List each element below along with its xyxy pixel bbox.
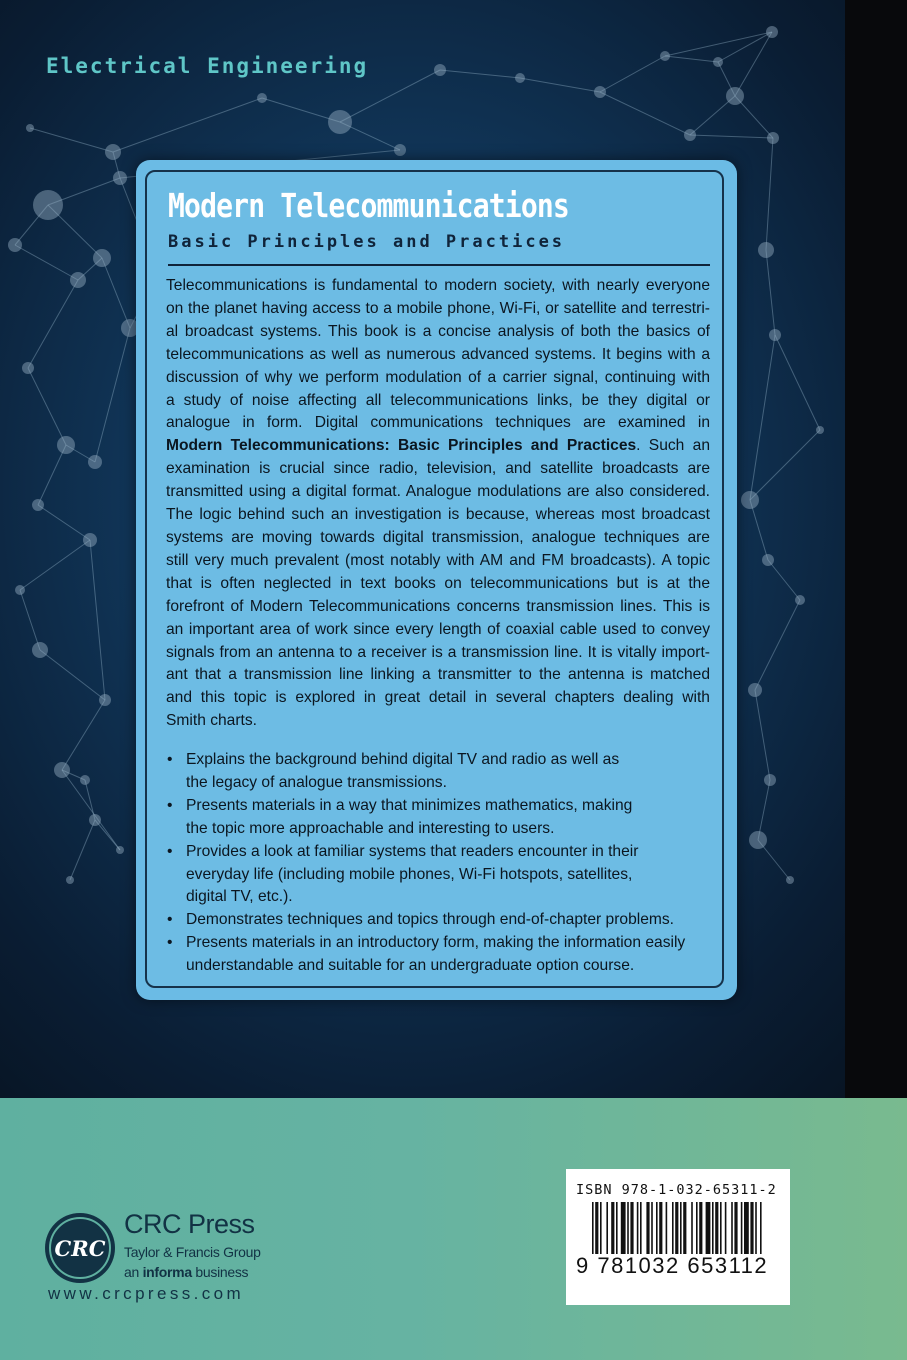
network-link <box>90 540 105 700</box>
network-node <box>394 144 406 156</box>
barcode-bar <box>595 1202 598 1254</box>
barcode-bar <box>592 1202 594 1254</box>
network-node <box>93 249 111 267</box>
barcode-bar <box>646 1202 649 1254</box>
network-node <box>15 585 25 595</box>
network-node <box>764 774 776 786</box>
network-link <box>600 56 665 92</box>
network-node <box>762 554 774 566</box>
description-line: discussion of why we perform modulation of a carrier signal, continuing with <box>166 368 710 386</box>
network-node <box>113 171 127 185</box>
book-title: Modern Telecommunications <box>168 186 569 225</box>
description-line-with-title <box>166 435 710 458</box>
description-bold-title: Modern Telecommunications: Basic Principles and Practices <box>166 437 637 455</box>
barcode-graphic <box>592 1202 782 1258</box>
network-link <box>665 32 772 56</box>
network-link <box>775 335 820 430</box>
barcode-bar <box>600 1202 602 1254</box>
title-rule <box>168 264 710 266</box>
description-bold-suffix: . Such an <box>636 437 710 455</box>
network-node <box>816 426 824 434</box>
network-node <box>116 846 124 854</box>
barcode-bar <box>699 1202 702 1254</box>
network-link <box>102 258 130 328</box>
description-line: The logic behind such an investigation is because, whereas most broadcast <box>166 506 710 524</box>
feature-item: • Presents materials in a way that minimizes mathematics, making the topic more approachable and interesting to users. <box>166 795 716 841</box>
network-link <box>600 92 690 135</box>
book-subtitle: Basic Principles and Practices <box>168 232 566 252</box>
network-node <box>32 499 44 511</box>
network-link <box>750 335 775 500</box>
barcode-bar <box>691 1202 693 1254</box>
barcode-bar <box>731 1202 733 1254</box>
description-line: on the planet having access to a mobile phone, Wi-Fi, or satellite and terrestri- <box>166 299 710 317</box>
network-link <box>113 98 262 152</box>
network-node <box>766 26 778 38</box>
barcode-bar <box>630 1202 633 1254</box>
barcode-bar <box>675 1202 678 1254</box>
network-node <box>594 86 606 98</box>
network-node <box>713 57 723 67</box>
network-node <box>33 190 63 220</box>
barcode-bar <box>621 1202 626 1254</box>
publisher-name: CRC Press <box>124 1209 255 1239</box>
network-link <box>766 138 773 250</box>
description-line: signals from an antenna to a receiver is a transmission line. It is vitally import- <box>166 643 710 661</box>
description-line: telecommunications as well as numerous advanced systems. It begins with a <box>166 345 710 363</box>
network-node <box>748 683 762 697</box>
network-node <box>8 238 22 252</box>
barcode-bar <box>706 1202 711 1254</box>
description-line: al broadcast systems. This book is a concise analysis of both the basics of <box>166 322 710 340</box>
barcode-bar <box>750 1202 753 1254</box>
network-node <box>767 132 779 144</box>
svg-text:CRC: CRC <box>54 1236 106 1261</box>
feature-item: • Demonstrates techniques and topics through end-of-chapter problems. <box>166 909 716 932</box>
network-node <box>83 533 97 547</box>
description-line: transmitted using a digital format. Analogue modulations are also considered. <box>166 483 710 501</box>
network-link <box>15 245 78 280</box>
barcode-bar <box>672 1202 674 1254</box>
description-line: that is often neglected in text books on telecommunications but is at the <box>166 574 710 592</box>
network-link <box>28 368 66 445</box>
network-node <box>786 876 794 884</box>
barcode-bar <box>734 1202 737 1254</box>
network-link <box>768 560 800 600</box>
barcode-bar <box>741 1202 743 1254</box>
network-node <box>80 775 90 785</box>
barcode-bar <box>616 1202 618 1254</box>
publisher-url[interactable]: www.crcpress.com <box>48 1284 245 1303</box>
isbn-label: ISBN 978-1-032-65311-2 <box>576 1182 777 1198</box>
description-line: Smith charts. <box>166 712 257 730</box>
barcode-bar <box>606 1202 608 1254</box>
barcode-bar <box>666 1202 668 1254</box>
description-line: an important area of work since every length of coaxial cable used to convey <box>166 620 710 638</box>
network-node <box>684 129 696 141</box>
feature-item: • Explains the background behind digital TV and radio as well as the legacy of analogue transmissions. <box>166 749 716 795</box>
barcode-bar <box>637 1202 639 1254</box>
feature-item: • Provides a look at familiar systems that readers encounter in their everyday life (including mobile phones, Wi-Fi hotspots, satellites, digital TV, etc.). <box>166 841 716 910</box>
category-label: Electrical Engineering <box>46 54 369 78</box>
network-link <box>30 128 113 152</box>
barcode-bar <box>725 1202 727 1254</box>
barcode-bar <box>712 1202 714 1254</box>
network-link <box>758 780 770 840</box>
network-node <box>758 242 774 258</box>
crc-press-logo-icon <box>44 1212 116 1284</box>
network-node <box>89 814 101 826</box>
network-node <box>515 73 525 83</box>
publisher-group: Taylor & Francis Group <box>124 1244 261 1260</box>
network-link <box>750 500 768 560</box>
barcode-bar <box>611 1202 614 1254</box>
barcode-bar <box>627 1202 629 1254</box>
network-link <box>20 540 90 590</box>
network-node <box>769 329 781 341</box>
network-node <box>99 694 111 706</box>
network-node <box>32 642 48 658</box>
network-node <box>741 491 759 509</box>
description-line: examination is crucial since radio, television, and satellite broadcasts are <box>166 460 710 478</box>
network-link <box>28 280 78 368</box>
publisher-tagline: an informa business <box>124 1264 249 1280</box>
spine-edge <box>845 0 907 1098</box>
network-link <box>38 505 90 540</box>
network-node <box>105 144 121 160</box>
network-node <box>749 831 767 849</box>
network-link <box>95 328 130 462</box>
description-line: and this topic is explored in great detail in several chapters dealing with <box>166 689 710 707</box>
description-line: analogue in form. Digital communications techniques are examined in <box>166 414 710 432</box>
barcode-bar <box>720 1202 722 1254</box>
network-link <box>735 32 772 96</box>
network-link <box>62 770 120 850</box>
barcode-bar <box>696 1202 698 1254</box>
network-node <box>22 362 34 374</box>
network-node <box>660 51 670 61</box>
network-link <box>62 700 105 770</box>
feature-item: • Presents materials in an introductory form, making the information easily understandable and suitable for an undergraduate option course. <box>166 932 716 978</box>
network-link <box>665 56 718 62</box>
network-link <box>750 430 820 500</box>
barcode-digits: 9 781032 653112 <box>576 1253 769 1278</box>
book-description <box>166 275 710 733</box>
network-link <box>20 590 40 650</box>
network-link <box>766 250 775 335</box>
barcode-bar <box>683 1202 686 1254</box>
description-line: ant that a transmission line linking a transmitter to the antenna is matched <box>166 666 710 684</box>
network-link <box>38 445 66 505</box>
network-link <box>70 820 95 880</box>
network-node <box>726 87 744 105</box>
network-link <box>440 70 520 78</box>
network-link <box>520 78 600 92</box>
barcode-bar <box>680 1202 682 1254</box>
description-line: systems are moving towards digital transmission, analogue techniques are <box>166 528 710 546</box>
network-link <box>262 98 340 122</box>
network-node <box>257 93 267 103</box>
barcode-bar <box>755 1202 757 1254</box>
feature-list <box>166 749 716 978</box>
description-line: Telecommunications is fundamental to modern society, with nearly everyone <box>166 277 710 294</box>
network-link <box>40 650 105 700</box>
barcode-bar <box>651 1202 653 1254</box>
network-node <box>328 110 352 134</box>
barcode-bar <box>760 1202 762 1254</box>
network-node <box>70 272 86 288</box>
network-link <box>690 135 773 138</box>
network-node <box>88 455 102 469</box>
description-line: forefront of Modern Telecommunications concerns transmission lines. This is <box>166 597 710 615</box>
barcode-bar <box>659 1202 662 1254</box>
network-link <box>755 690 770 780</box>
network-node <box>54 762 70 778</box>
barcode-bar <box>656 1202 658 1254</box>
barcode-bar <box>744 1202 749 1254</box>
barcode-bar <box>640 1202 642 1254</box>
network-node <box>434 64 446 76</box>
network-node <box>795 595 805 605</box>
description-line: still very much prevalent (most notably with AM and FM broadcasts). A topic <box>166 551 710 569</box>
network-node <box>57 436 75 454</box>
network-link <box>755 600 800 690</box>
description-line: a study of noise affecting all telecommunications links, be they digital or <box>166 391 710 409</box>
network-node <box>66 876 74 884</box>
network-node <box>26 124 34 132</box>
barcode-bar <box>715 1202 718 1254</box>
